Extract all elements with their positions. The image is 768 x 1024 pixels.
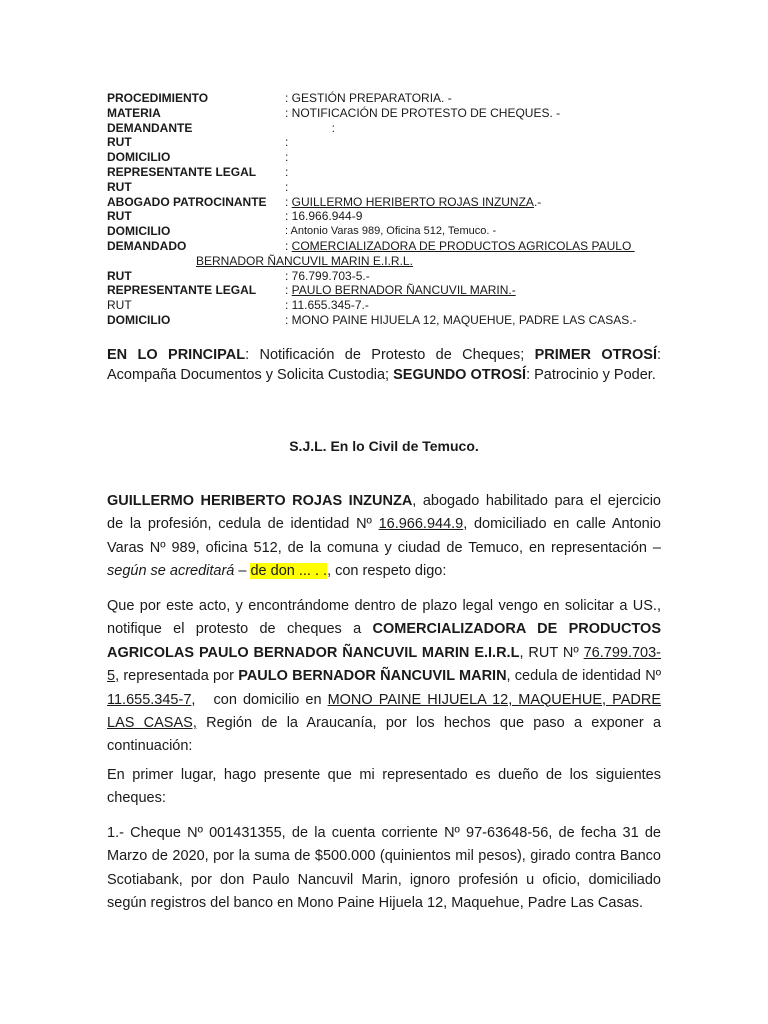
header-label: MATERIA	[107, 105, 161, 120]
representative-name: PAULO BERNADOR ÑANCUVIL MARIN	[238, 668, 507, 685]
request-paragraph	[107, 595, 670, 759]
header-value: :	[285, 150, 289, 165]
header-row-domicilio	[107, 224, 687, 239]
segundo-otrosi-text: : Patrocinio y Poder.	[526, 366, 656, 383]
header-label: RUT	[107, 135, 132, 150]
header-value: : 11.655.345-7.-	[285, 298, 369, 313]
header-row-representante-legal	[107, 283, 687, 298]
text: , RUT Nº	[519, 644, 584, 661]
header-value	[285, 239, 635, 254]
header-value: :	[285, 179, 289, 194]
header-row-domicilio	[107, 150, 687, 165]
representative-rut: 11.655.345-7	[107, 691, 192, 708]
defendant-name: COMERCIALIZADORA DE PRODUCTOS AGRICOLAS PAULO	[291, 238, 635, 253]
text: Que por este acto, y encontrándome dentro de plazo legal vengo en solicitar a US., notifique el protesto de cheques a	[107, 598, 661, 638]
header-label: DOMICILIO	[107, 224, 171, 239]
header-label: DEMANDANTE	[107, 120, 193, 135]
header-label: REPRESENTANTE LEGAL	[107, 283, 257, 298]
text: , abogado habilitado para el ejercicio de la profesión, cedula de identidad Nº	[107, 493, 661, 533]
header-value	[285, 283, 516, 298]
header-row-procedimiento	[107, 91, 687, 106]
court-heading: S.J.L. En lo Civil de Temuco.	[289, 438, 479, 454]
header-value: :	[285, 164, 289, 179]
principal-label: EN LO PRINCIPAL	[107, 347, 246, 363]
lawyer-rut: 16.966.944.9	[378, 516, 464, 533]
header-value: : 16.966.944-9	[285, 209, 363, 224]
header-label: RUT	[107, 209, 132, 224]
header-row-representante-legal	[107, 165, 687, 180]
text: Región de la Araucanía, por los hechos que paso a exponer a continuación:	[107, 715, 662, 755]
value-suffix: .-	[533, 194, 542, 209]
text-italic: según se acreditará	[107, 563, 235, 580]
cheque-item-1: 1.- Cheque Nº 001431355, de la cuenta corriente Nº 97-63648-56, de fecha 31 de Marzo de 2020, por la suma de $500.000 (quinientos mil pesos), girado contra Banco Scotiabank, por don Paulo Nancuvil Marin, ignoro profesión u oficio, domiciliado según registros del banco en Mono Paine Hijuela 12, Maquehue, Padre Las Casas.	[107, 825, 661, 912]
company-name: COMERCIALIZADORA DE PRODUCTOS AGRICOLAS PAULO BERNADOR ÑANCUVIL MARIN E.I.R.L	[107, 621, 661, 661]
header-row-demandante	[107, 121, 687, 136]
summary-paragraph	[107, 346, 661, 385]
header-label: DOMICILIO	[107, 150, 171, 165]
text: , cedula de identidad Nº	[506, 668, 670, 685]
header-value	[285, 195, 541, 210]
header-row-rut	[107, 298, 687, 313]
ownership-paragraph: En primer lugar, hago presente que mi representado es dueño de los siguientes cheques:	[107, 767, 661, 807]
text: , representada por	[115, 668, 239, 685]
header-label: RUT	[107, 179, 132, 194]
header-continuation	[107, 254, 687, 269]
company-rut: 76.799.703-5	[107, 644, 661, 685]
header-value: : Antonio Varas 989, Oficina 512, Temuco. -	[285, 225, 497, 238]
header-row-demandado	[107, 239, 687, 254]
primer-otrosi-text: : Acompaña Documentos y Solicita Custodia;	[107, 347, 662, 383]
text: , con respeto digo:	[327, 563, 447, 580]
header-row-rut	[107, 269, 687, 284]
value-prefix: :	[285, 283, 292, 298]
header-row-rut	[107, 209, 687, 224]
header-row-materia	[107, 106, 687, 121]
lawyer-name: GUILLERMO HERIBERTO ROJAS INZUNZA	[107, 493, 413, 509]
primer-otrosi-label: PRIMER OTROSÍ	[534, 347, 657, 363]
header-row-abogado	[107, 195, 687, 210]
header-value: : NOTIFICACIÓN DE PROTESTO DE CHEQUES. -	[285, 105, 561, 120]
lawyer-name: GUILLERMO HERIBERTO ROJAS INZUNZA	[291, 194, 534, 209]
header-label: DOMICILIO	[107, 312, 171, 327]
text: , con domicilio en	[191, 691, 328, 708]
header-row-domicilio	[107, 313, 687, 328]
header-value: :	[285, 135, 289, 150]
value-prefix: :	[285, 238, 292, 253]
header-row-rut	[107, 180, 687, 195]
header-row-rut	[107, 135, 687, 150]
case-header	[107, 91, 687, 328]
header-label: DEMANDADO	[107, 238, 187, 253]
text: –	[234, 563, 251, 580]
intro-paragraph	[107, 490, 661, 584]
principal-text: : Notificación de Protesto de Cheques;	[245, 347, 535, 363]
defendant-name-continuation: BERNADOR ÑANCUVIL MARIN E.I.R.L.	[196, 253, 413, 268]
representative-name: PAULO BERNADOR ÑANCUVIL MARIN.-	[291, 283, 516, 298]
header-value: :	[285, 120, 336, 135]
header-value: : GESTIÓN PREPARATORIA. -	[285, 91, 452, 105]
header-value: : MONO PAINE HIJUELA 12, MAQUEHUE, PADRE LAS CASAS.-	[285, 312, 637, 327]
text: , domiciliado en calle Antonio Varas Nº 989, oficina 512, de la comuna y ciudad de Temuco, en representación –	[107, 516, 661, 556]
segundo-otrosi-label: SEGUNDO OTROSÍ	[393, 366, 527, 383]
highlighted-placeholder: de don ... . .	[250, 563, 328, 580]
header-label: PROCEDIMIENTO	[107, 91, 209, 105]
header-value: : 76.799.703-5.-	[285, 268, 370, 283]
header-label: REPRESENTANTE LEGAL	[107, 164, 257, 179]
address: MONO PAINE HIJUELA 12, MAQUEHUE, PADRE LAS CASAS,	[107, 691, 661, 732]
header-label: ABOGADO PATROCINANTE	[107, 194, 267, 209]
header-label: RUT	[107, 298, 132, 313]
header-label: RUT	[107, 268, 132, 283]
value-prefix: :	[285, 194, 292, 209]
